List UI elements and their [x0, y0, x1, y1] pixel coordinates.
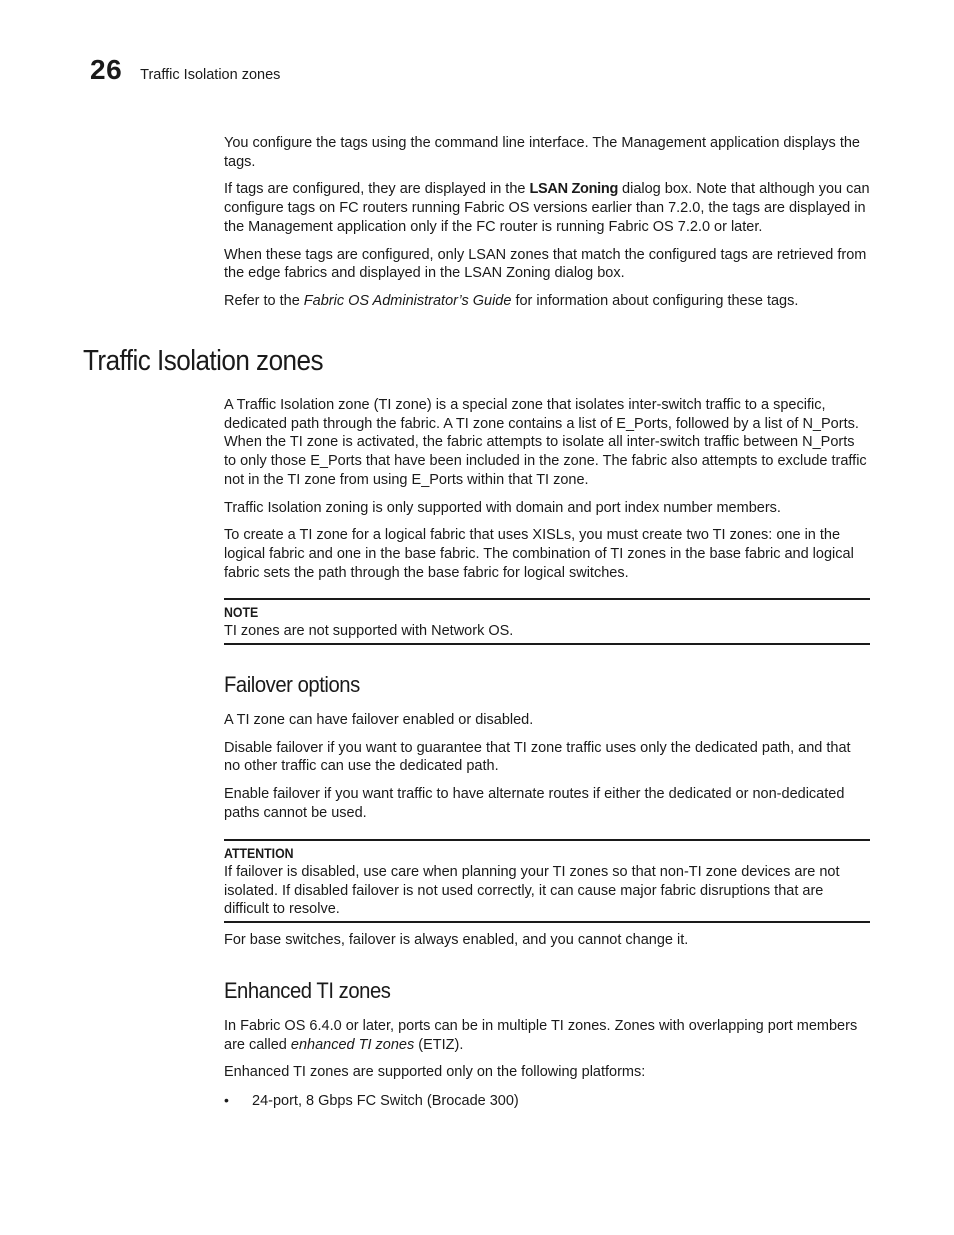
- failover-paragraph-1: A TI zone can have failover enabled or disabled.: [224, 712, 534, 728]
- section-paragraph-2: Traffic Isolation zoning is only supported with domain and port index number members.: [224, 499, 781, 516]
- attention-text: If failover is disabled, use care when planning your TI zones so that non-TI zone devices are not isolated. If disabled failover is not used correctly, it can cause major fabric disruptions that are difficult to resolve.: [224, 864, 840, 918]
- section-paragraph-3: To create a TI zone for a logical fabric that uses XISLs, you must create two TI zones: one in the logical fabric and one in the base fabric. The combination of TI zones in the base fabric and logical fabric sets the path through the base fabric for logical switches.: [224, 527, 854, 581]
- bullet-icon: •: [224, 1092, 229, 1108]
- intro-paragraph-1: You configure the tags using the command line interface. The Management application displays the tags.: [224, 135, 860, 170]
- book-title: Fabric OS Administrator’s Guide: [303, 292, 512, 309]
- enhanced-paragraph-2: Enhanced TI zones are supported only on the following platforms:: [224, 1064, 646, 1081]
- failover-paragraph-4: For base switches, failover is always enabled, and you cannot change it.: [224, 932, 689, 948]
- failover-closing: [224, 931, 870, 950]
- intro-paragraph-3: When these tags are configured, only LSAN zones that match the configured tags are retrieved from the edge fabrics and displayed in the LSAN Zoning dialog box.: [224, 246, 867, 282]
- subsection-heading-failover: Failover options: [224, 672, 360, 697]
- page-header: [90, 54, 280, 94]
- failover-paragraph-3: Enable failover if you want traffic to have alternate routes if either the dedicated or non-dedicated paths cannot be used.: [224, 786, 845, 821]
- section-heading: Traffic Isolation zones: [83, 345, 324, 377]
- list-item: [224, 1092, 519, 1109]
- intro-block: [224, 134, 870, 311]
- list-item-text: 24-port, 8 Gbps FC Switch (Brocade 300): [252, 1093, 519, 1109]
- section-body: [224, 396, 870, 582]
- attention-box: [224, 839, 870, 923]
- enhanced-paragraph-1: In Fabric OS 6.4.0 or later, ports can be in multiple TI zones. Zones with overlapping port members are called enhanced TI zones (ETIZ).: [224, 1018, 858, 1053]
- failover-paragraph-2: Disable failover if you want to guarantee that TI zone traffic uses only the dedicated path, and that no other traffic can use the dedicated path.: [224, 739, 851, 775]
- section-paragraph-1: A Traffic Isolation zone (TI zone) is a special zone that isolates inter-switch traffic to a specific, dedicated path through the fabric. A TI zone contains a list of E_Ports, followed by a list of N_Ports. When the TI zone is activated, the fabric attempts to isolate all inter-switch traffic between N_Ports to only those E_Ports that have been included in the zone. The fabric also attempts to exclude traffic not in the TI zone from using E_Ports within that TI zone.: [224, 397, 867, 488]
- failover-body: [224, 711, 870, 823]
- attention-label: ATTENTION: [224, 845, 294, 861]
- running-title: Traffic Isolation zones: [140, 67, 281, 83]
- intro-paragraph-2: If tags are configured, they are displayed in the LSAN Zoning dialog box. Note that although you can configure tags on FC routers running Fabric OS versions earlier than 7.2.0, the tags are displayed in the Management application only if the FC router is running Fabric OS 7.2.0 or later.: [224, 181, 870, 235]
- ui-term-lsan-zoning: LSAN Zoning: [529, 181, 619, 198]
- note-text: TI zones are not supported with Network OS.: [224, 623, 514, 639]
- chapter-number: 26: [90, 54, 123, 85]
- enhanced-body: [224, 1017, 870, 1082]
- term-etiz: enhanced TI zones: [290, 1036, 415, 1053]
- subsection-heading-enhanced: Enhanced TI zones: [224, 978, 391, 1003]
- intro-paragraph-4: Refer to the Fabric OS Administrator’s Guide for information about configuring these tags.: [224, 292, 799, 309]
- note-box: [224, 598, 870, 645]
- note-label: NOTE: [224, 604, 259, 620]
